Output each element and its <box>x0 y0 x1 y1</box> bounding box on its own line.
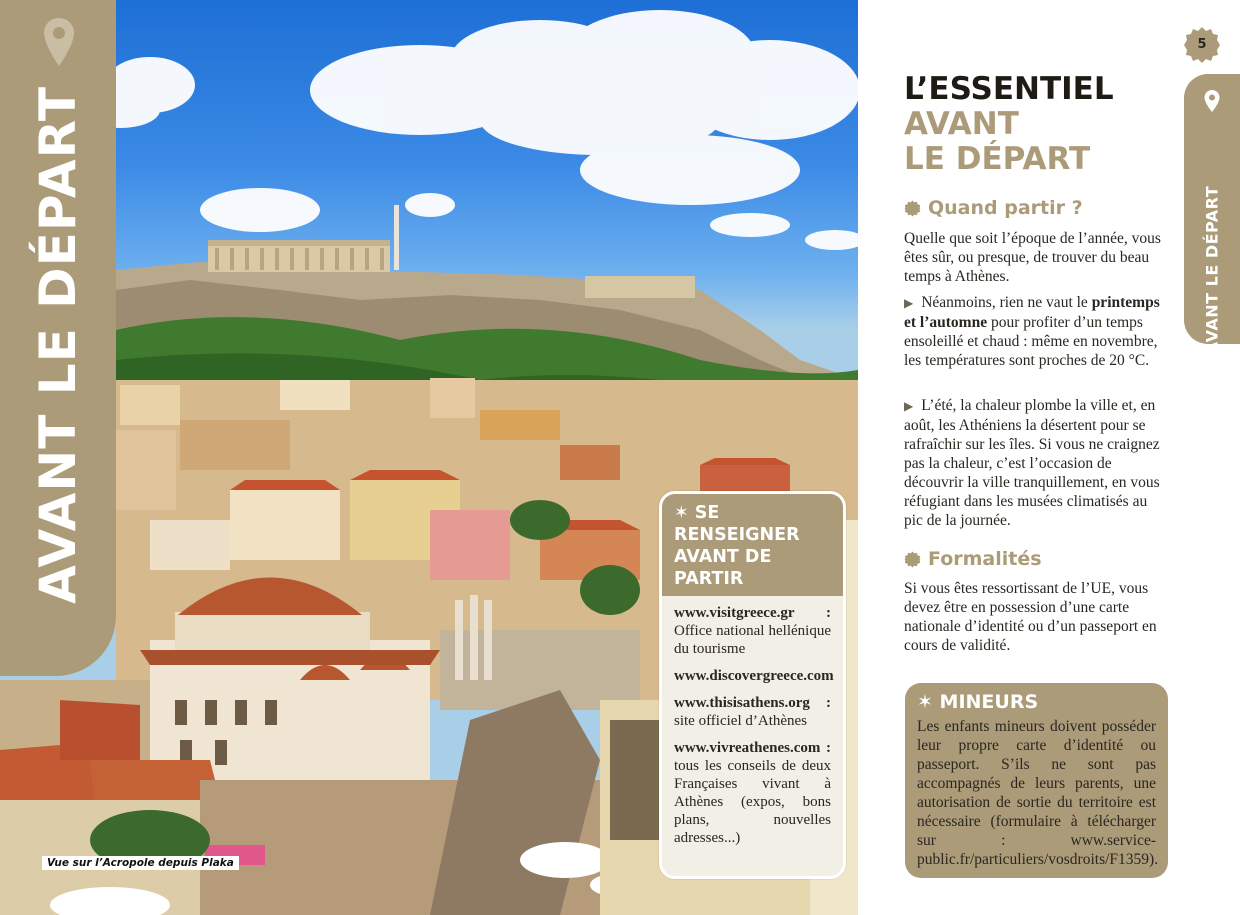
paragraph-formalites-1: Si vous êtes ressortissant de l’UE, vous devez être en possession d’une carte nationale d’identité ou d’un passeport en cours de validité. <box>904 580 1157 654</box>
left-chapter-tab <box>0 0 116 676</box>
map-pin-icon <box>1203 89 1221 113</box>
page-title-line1: L’ESSENTIEL <box>904 71 1114 107</box>
photo-caption: Vue sur l’Acropole depuis Plaka <box>42 856 239 870</box>
p2-prefix: Néanmoins, rien ne vaut le <box>921 294 1088 311</box>
section-heading-formalites <box>904 548 1042 570</box>
info-entry-url[interactable]: www.vivreathenes.com : <box>674 740 831 756</box>
info-entry <box>674 604 831 658</box>
info-box-title: ✶ SE RENSEIGNER AVANT DE PARTIR <box>662 494 843 596</box>
triangle-bullet-icon: ▶ <box>904 399 914 413</box>
map-pin-icon <box>42 16 76 68</box>
mineurs-box <box>905 683 1168 878</box>
triangle-bullet-icon: ▶ <box>904 296 914 310</box>
section-heading-text: Formalités <box>928 548 1042 570</box>
mineurs-box-title: ✶ MINEURS <box>917 691 1039 713</box>
page-title-line3: LE DÉPART <box>904 141 1091 177</box>
section-heading-text: Quand partir ? <box>928 197 1083 219</box>
info-entry-url[interactable]: www.visitgreece.gr : <box>674 605 831 621</box>
page-number: 5 <box>1197 37 1207 52</box>
page-title <box>904 72 1114 177</box>
info-box-se-renseigner <box>659 491 846 879</box>
paragraph-quand-partir-2 <box>904 293 1166 370</box>
page-title-line2: AVANT <box>904 106 1019 142</box>
right-chapter-tab <box>1184 74 1240 355</box>
page-number-badge <box>1183 26 1221 64</box>
p2-suffix: pour profiter d’un temps ensoleillé et chaud : même en novembre, les températures sont proches de 20 °C. <box>904 314 1158 369</box>
info-entry <box>674 739 831 847</box>
left-tab-label: AVANT LE DÉPART <box>29 86 87 604</box>
flower-bullet-icon <box>904 200 921 217</box>
info-entry-text: Office national hellénique du tourisme <box>674 623 831 657</box>
info-entry <box>674 667 834 685</box>
flower-bullet-icon <box>904 551 921 568</box>
info-entry-text: tous les conseils de deux Françaises vivant à Athènes (expos, bons plans, nouvelles adresses...) <box>674 758 831 846</box>
right-tab-label: AVANT LE DÉPART <box>1202 185 1222 355</box>
info-entry <box>674 694 831 730</box>
mineurs-box-text: Les enfants mineurs doivent posséder leur propre carte d’identité ou passeport. S’ils ne sont pas accompagnés de leurs parents, une autorisation de sortie du territoire est nécessaire (formulaire à télécharger sur : www.service-public.fr/particuliers/vosdroits/F1359). <box>917 718 1159 868</box>
p3-text: L’été, la chaleur plombe la ville et, en août, les Athéniens la désertent pour se rafraîchir sur les îles. Si vous ne craignez pas la chaleur, c’est l’occasion de découvrir la ville tranquillement, en vous réfugiant dans les musées climatisés au pic de la journée. <box>904 397 1160 529</box>
info-entry-text: site officiel d’Athènes <box>674 713 808 729</box>
section-heading-quand-partir <box>904 197 1083 219</box>
paragraph-quand-partir-1: Quelle que soit l’époque de l’année, vous êtes sûr, ou presque, de trouver du beau temps à Athènes. <box>904 230 1161 285</box>
info-entry-url[interactable]: www.thisisathens.org : <box>674 695 831 711</box>
paragraph-quand-partir-3 <box>904 396 1166 530</box>
info-entry-url[interactable]: www.discovergreece.com <box>674 668 834 684</box>
p2-bold: printemps et l’automne <box>904 294 1160 331</box>
